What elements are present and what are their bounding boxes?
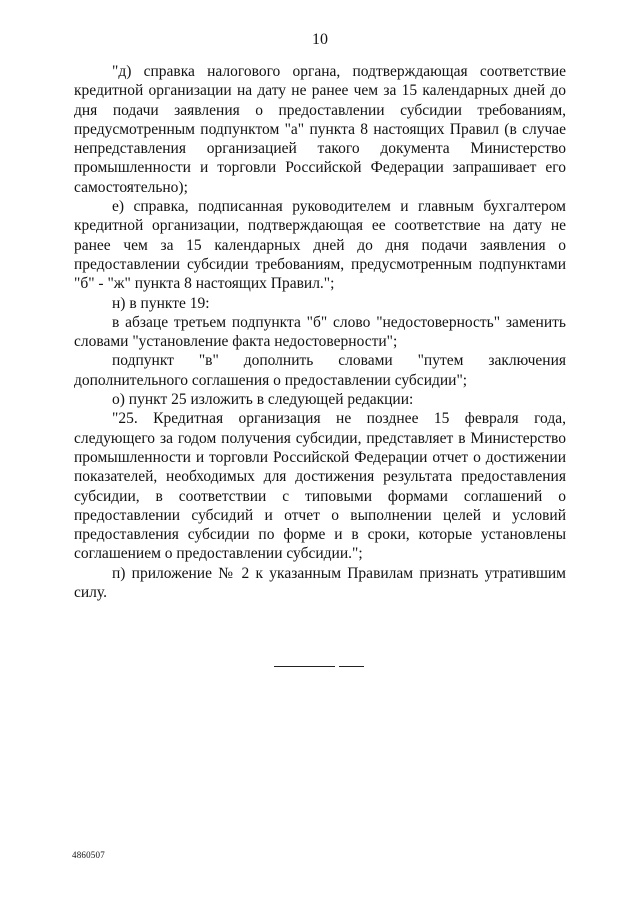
paragraph-point-25: "25. Кредитная организация не позднее 15 февраля года, следующего за годом получения субсидии, представляет в Министерство промышленности и торговли Российской Федерации отчет о достижении показателей, необходимых для достижения результата предоставления субсидии, в соответствии с типовыми формами соглашений о предоставлении субсидий и отчет о выполнении целей и условий предоставления субсидии по форме и в сроки, которые установлены соглашением о предоставлении субсидии."; xyxy=(74,410,566,563)
page-number: 10 xyxy=(312,31,328,48)
paragraph-e: е) справка, подписанная руководителем и главным бухгалтером кредитной организации, подтверждающая ее соответствие на дату не ранее чем за 15 календарных дней до дня подачи заявления о предоставлении субсидии требованиям, предусмотренным подпунктами "б" - "ж" пункта 8 настоящих Правил."; xyxy=(74,198,566,293)
document-code: 4860507 xyxy=(72,850,105,860)
end-separator-line xyxy=(274,666,364,667)
document-body xyxy=(74,62,566,602)
paragraph-n: н) в пункте 19: xyxy=(112,294,210,312)
paragraph-o: о) пункт 25 изложить в следующей редакции: xyxy=(112,391,414,409)
paragraph-n-amendment-v: подпункт "в" дополнить словами "путем заключения дополнительного соглашения о предоставлении субсидии"; xyxy=(74,352,566,389)
paragraph-p: п) приложение № 2 к указанным Правилам признать утратившим силу. xyxy=(74,564,566,602)
paragraph-n-amendment-b: в абзаце третьем подпункта "б" слово "недостоверность" заменить словами "установление факта недостоверности"; xyxy=(74,313,566,351)
paragraph-d: "д) справка налогового органа, подтверждающая соответствие кредитной организации на дату не ранее чем за 15 календарных дней до дня подачи заявления о предоставлении субсидии требованиям, предусмотренным подпунктом "а" пункта 8 настоящих Правил (в случае непредставления организацией такого документа Министерство промышленности и торговли Российской Федерации запрашивает его самостоятельно); xyxy=(74,63,566,196)
separator-gap xyxy=(335,664,339,668)
